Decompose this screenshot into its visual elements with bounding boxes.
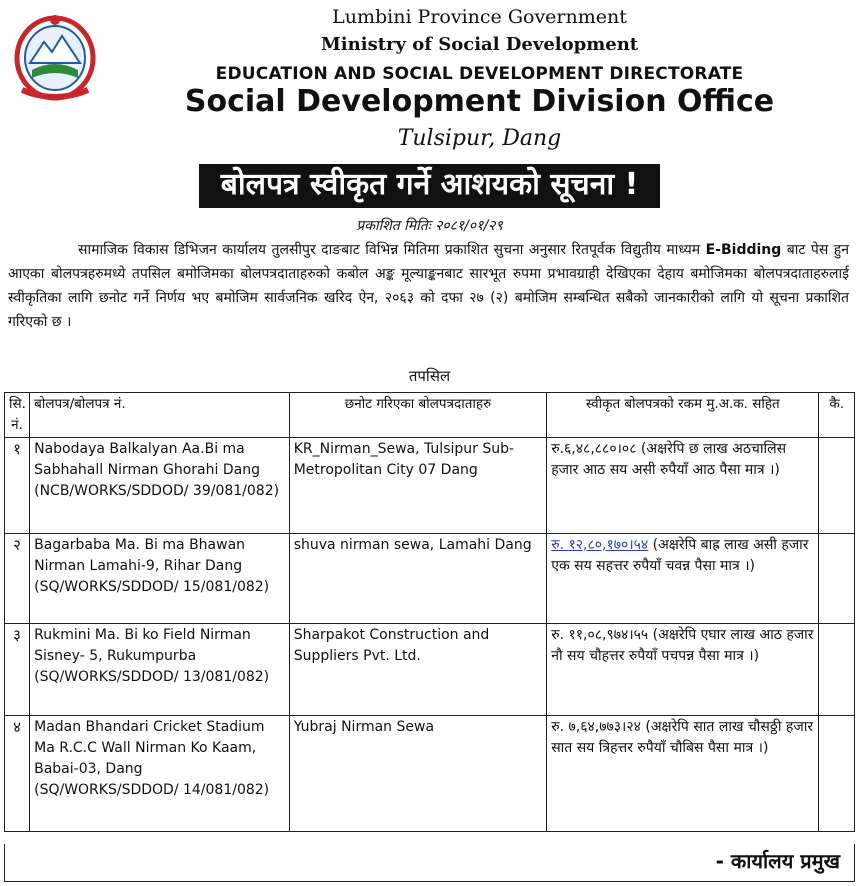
notice-title: बोलपत्र स्वीकृत गर्ने आशयको सूचना ! <box>199 164 661 208</box>
table-row <box>5 716 855 832</box>
directorate-name: EDUCATION AND SOCIAL DEVELOPMENT DIRECTORATE <box>215 64 744 84</box>
row-amount <box>547 624 819 716</box>
row-amount <box>547 716 819 832</box>
nepal-emblem-icon <box>12 8 98 104</box>
row-bid: Rukmini Ma. Bi ko Field Nirman Sisney- 5, Rukumpurba (SQ/WORKS/SDDOD/ 13/081/082) <box>30 624 290 716</box>
office-chief-signature: - कार्यालय प्रमुख <box>4 844 855 882</box>
row-bid: Nabodaya Balkalyan Aa.Bi ma Sabhahall Nirman Ghorahi Dang (NCB/WORKS/SDDOD/ 39/081/082) <box>30 438 290 534</box>
row-firm: Yubraj Nirman Sewa <box>289 716 547 832</box>
row-remarks <box>819 716 855 832</box>
notice-paragraph <box>8 238 849 334</box>
header-bid: बोलपत्र/बोलपत्र नं. <box>30 393 290 438</box>
header-sn: सि. नं. <box>5 393 30 438</box>
row-sn: ४ <box>5 716 30 832</box>
row-remarks <box>819 534 855 624</box>
amount-value: रु. ७,६४,७७३।२४ <box>551 719 641 735</box>
row-sn: ३ <box>5 624 30 716</box>
row-firm: shuva nirman sewa, Lamahi Dang <box>289 534 547 624</box>
header-amount: स्वीकृत बोलपत्रको रकम मु.अ.क. सहित <box>547 393 819 438</box>
row-firm: Sharpakot Construction and Suppliers Pvt. Ltd. <box>289 624 547 716</box>
published-label: प्रकाशित मितिः <box>356 218 431 234</box>
row-firm: KR_Nirman_Sewa, Tulsipur Sub- Metropolitan City 07 Dang <box>289 438 547 534</box>
bid-table <box>4 392 855 832</box>
amount-value: रु. ११,०८,९७४।५५ <box>551 627 649 643</box>
row-sn: १ <box>5 438 30 534</box>
amount-words: (अक्षरेपि छ लाख अठचालिस हजार आठ सय असी रुपैयाँ आठ पैसा मात्र ।) <box>551 441 787 478</box>
amount-value-link[interactable]: रु. १२,८०,१७०।५४ <box>551 537 649 553</box>
header-remarks: कै. <box>819 393 855 438</box>
table-label: तपसिल <box>408 367 451 385</box>
published-value: २०८१/०१/२९ <box>435 218 503 234</box>
ministry-name: Ministry of Social Development <box>320 34 639 55</box>
province-name: Lumbini Province Government <box>332 6 627 28</box>
row-sn: २ <box>5 534 30 624</box>
notice-title-wrap <box>0 164 859 208</box>
amount-value: रु.६,४८,८८०।०८ <box>551 441 637 457</box>
e-bidding-text: E-Bidding <box>705 242 782 258</box>
amount-words: (अक्षरेपि सात लाख चौसठ्ठी हजार सात सय त्रिहत्तर रुपैयाँ चौबिस पैसा मात्र ।) <box>551 719 814 756</box>
table-header-row <box>5 393 855 438</box>
row-amount <box>547 534 819 624</box>
row-bid: Madan Bhandari Cricket Stadium Ma R.C.C Wall Nirman Ko Kaam, Babai-03, Dang (SQ/WORKS/SDDOD/ 14/081/082) <box>30 716 290 832</box>
table-row <box>5 438 855 534</box>
table-row <box>5 624 855 716</box>
paragraph-part2: बाट पेस हुन आएका बोलपत्रहरुमध्ये तपसिल बमोजिमका बोलपत्रदाताहरुको कबोल अङ्क मूल्याङ्कनबाट सारभूत रुपमा प्रभावग्राही देखिएका देहाय बमोजिमका बोलपत्रदाताहरुलाई स्वीकृतिका लागि छनोट गर्ने निर्णय भए बमोजिम सार्वजनिक खरिद ऐन, २०६३ को दफा २७ (२) बमोजिम सम्बन्धित सबैको जानकारीको लागि यो सूचना प्रकाशित गरिएको छ । <box>8 242 849 330</box>
header-firm: छनोट गरिएका बोलपत्रदाताहरु <box>289 393 547 438</box>
amount-words: (अक्षरेपि बाह्र लाख असी हजार एक सय सहत्तर रुपैयाँ चवन्न पैसा मात्र ।) <box>551 537 809 574</box>
row-bid: Bagarbaba Ma. Bi ma Bhawan Nirman Lamahi-9, Rihar Dang (SQ/WORKS/SDDOD/ 15/081/082) <box>30 534 290 624</box>
row-remarks <box>819 438 855 534</box>
office-location: Tulsipur, Dang <box>397 126 562 151</box>
paragraph-part1: सामाजिक विकास डिभिजन कार्यालय तुलसीपुर दाङबाट विभिन्न मितिमा प्रकाशित सुचना अनुसार रितपूर्वक विद्युतीय माध्यम <box>78 242 706 258</box>
table-row <box>5 534 855 624</box>
published-date <box>0 216 859 235</box>
row-amount <box>547 438 819 534</box>
office-name: Social Development Division Office <box>184 84 775 119</box>
amount-words: (अक्षरेपि एघार लाख आठ हजार नौ सय चौहत्तर रुपैयाँ पचपन्न पैसा मात्र ।) <box>551 627 814 664</box>
row-remarks <box>819 624 855 716</box>
